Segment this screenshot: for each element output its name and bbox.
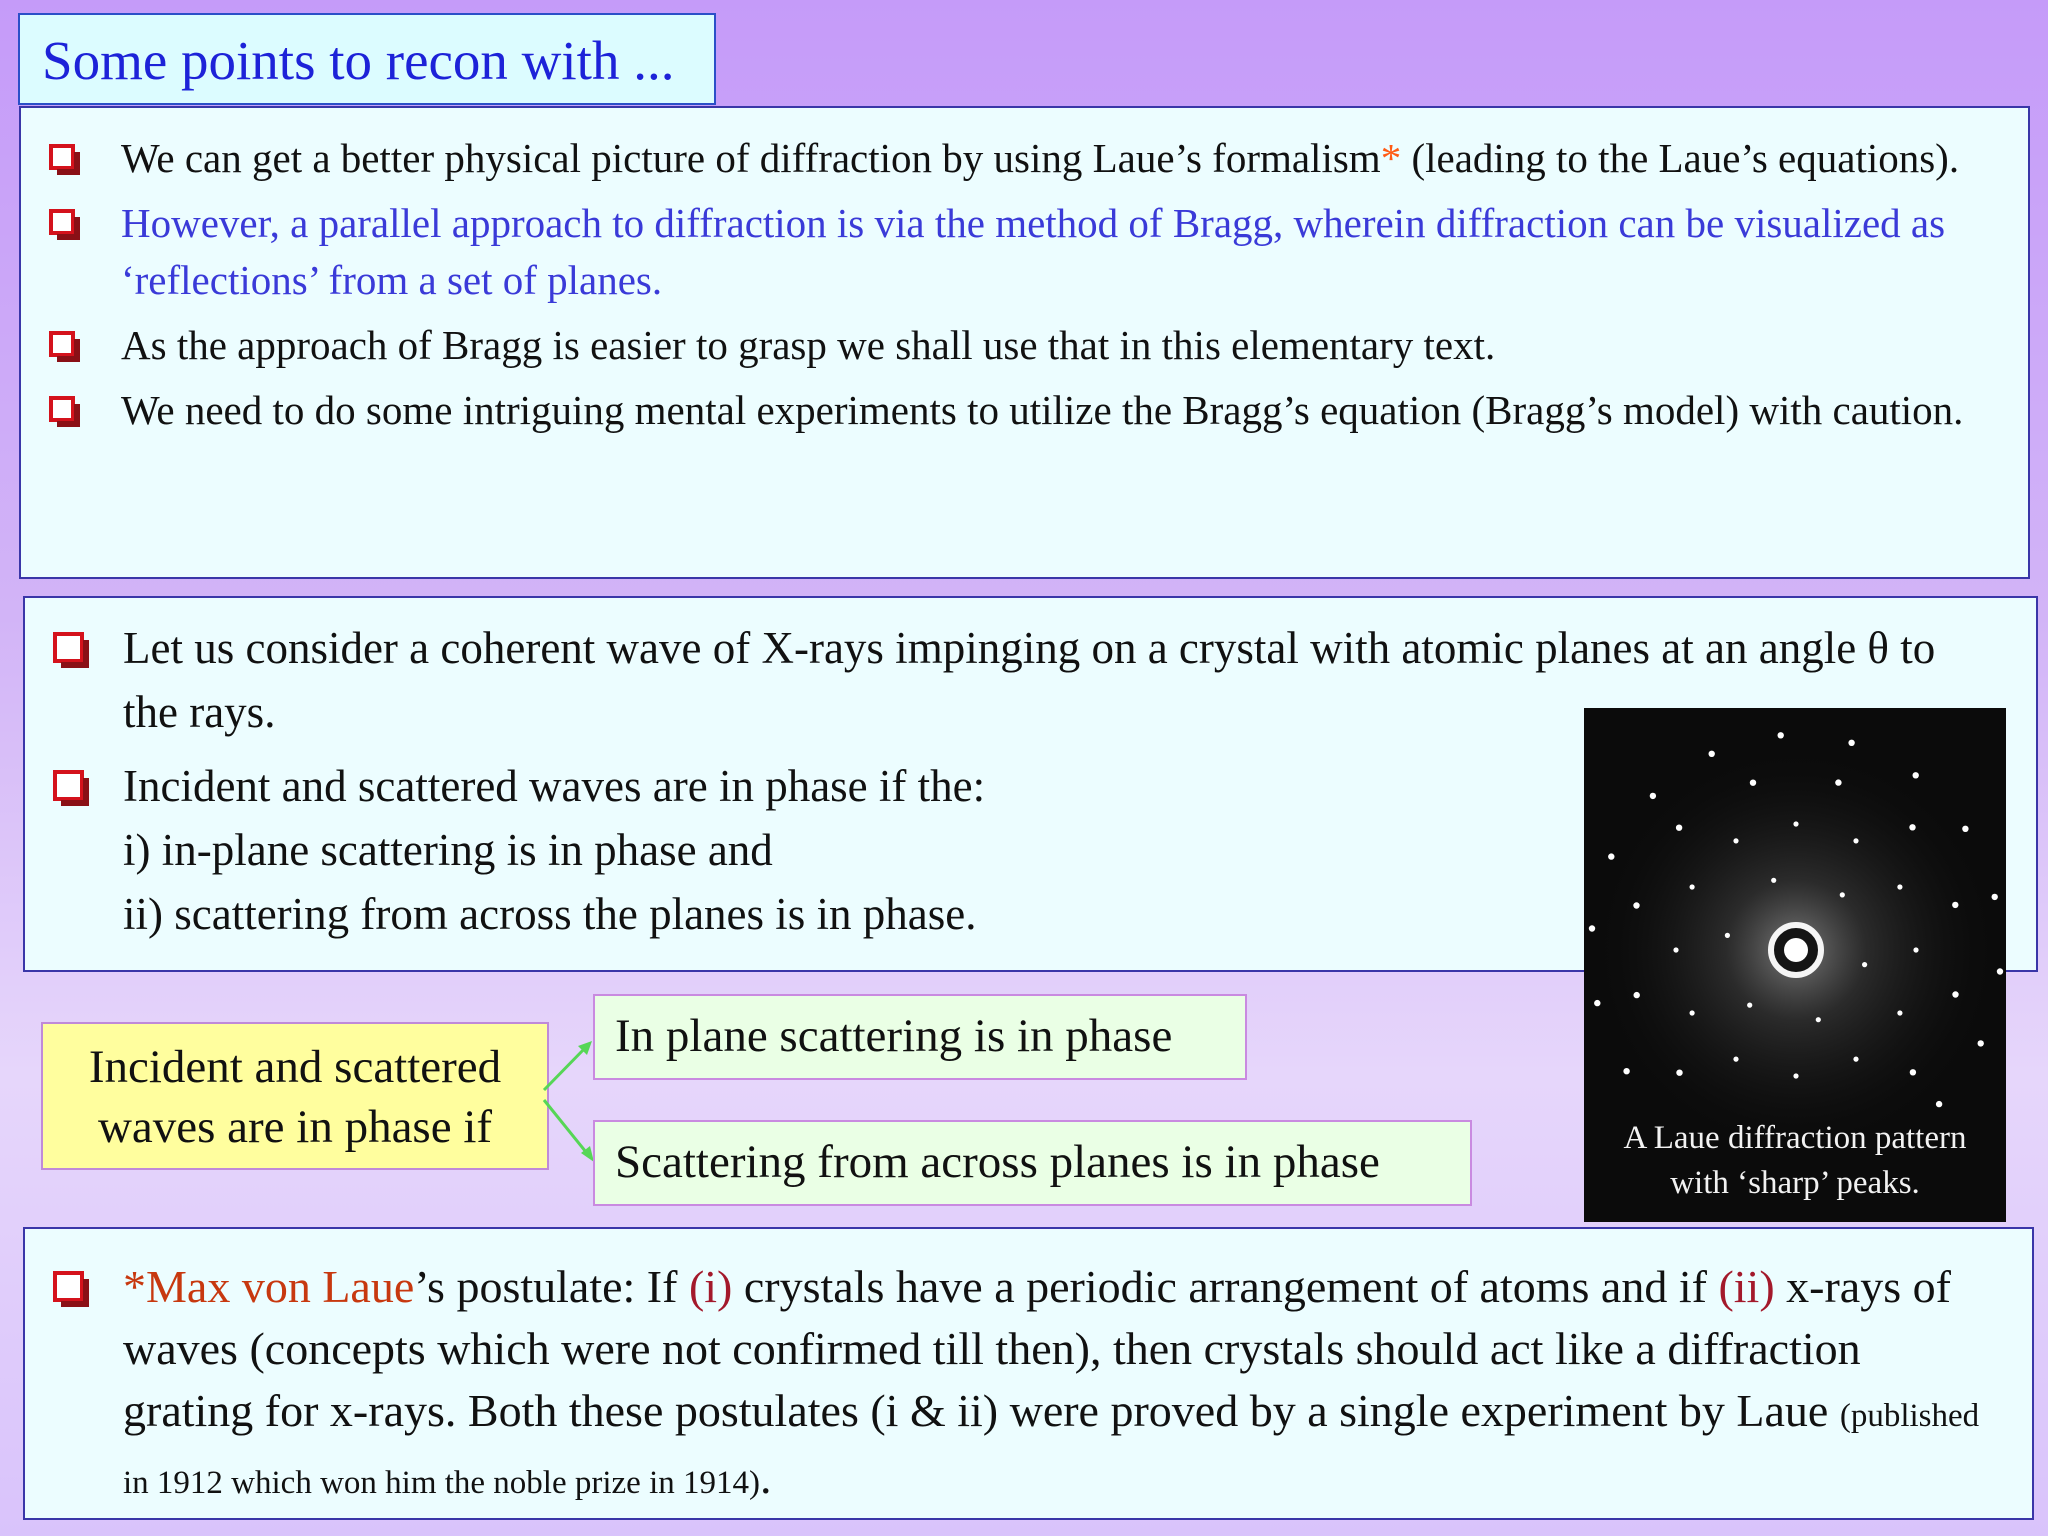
laue-name: *Max von Laue bbox=[123, 1261, 415, 1312]
point-laue-text-cont: (leading to the Laue’s equations). bbox=[1401, 135, 1960, 181]
list-item bbox=[21, 382, 1988, 439]
laue-spot bbox=[1952, 991, 1958, 997]
laue-spot bbox=[1690, 884, 1695, 889]
laue-spot bbox=[1650, 793, 1656, 799]
laue-spot bbox=[1897, 1010, 1902, 1015]
laue-spot bbox=[1771, 878, 1776, 883]
laue-spot bbox=[1690, 1010, 1695, 1015]
laue-spot bbox=[1778, 732, 1784, 738]
laue-spot bbox=[1608, 853, 1614, 859]
branch-arrows bbox=[540, 1020, 600, 1180]
point-laue-text: We can get a better physical picture of diffraction by using Laue’s formalism bbox=[121, 135, 1381, 181]
laue-spot bbox=[1676, 825, 1682, 831]
laue-spot bbox=[1673, 947, 1678, 952]
phase-condition-box bbox=[41, 1022, 549, 1170]
list-item bbox=[21, 130, 1988, 187]
checkbox-bullet-icon bbox=[53, 632, 84, 663]
laue-spot bbox=[1848, 740, 1854, 746]
postulate-i: (i) bbox=[688, 1261, 733, 1312]
laue-spot bbox=[1747, 1003, 1752, 1008]
laue-spot bbox=[1634, 992, 1640, 998]
postulate-ii: (ii) bbox=[1718, 1261, 1775, 1312]
laue-spot bbox=[1840, 892, 1845, 897]
in-phase-condition-ii: ii) scattering from across the planes is in phase. bbox=[123, 889, 977, 939]
laue-spot bbox=[1897, 884, 1902, 889]
checkbox-bullet-icon bbox=[49, 396, 75, 422]
laue-spot bbox=[1997, 968, 2003, 974]
list-item bbox=[25, 1229, 2032, 1514]
laue-spot bbox=[1793, 821, 1798, 826]
laue-spot bbox=[1910, 1069, 1916, 1075]
arrow-up-line bbox=[544, 1045, 588, 1090]
laue-spot bbox=[1733, 838, 1738, 843]
laue-spot bbox=[1835, 779, 1841, 785]
in-phase-condition-i: i) in-plane scattering is in phase and bbox=[123, 825, 773, 875]
laue-spot bbox=[1633, 902, 1639, 908]
laue-spot bbox=[1909, 824, 1915, 830]
laue-caption-line1: A Laue diffraction pattern bbox=[1623, 1120, 1967, 1156]
laue-caption-line2: with ‘sharp’ peaks. bbox=[1670, 1165, 1920, 1201]
postulate-text-3: x-rays of waves (concepts which were not confirmed till then), then crystals should act like a diffraction grating for x-rays. Both these postulates (i & ii) were proved by a single experiment by Laue bbox=[123, 1261, 1951, 1436]
slide-title: Some points to recon with ... bbox=[18, 13, 716, 105]
checkbox-bullet-icon bbox=[49, 144, 75, 170]
laue-spot bbox=[1913, 947, 1918, 952]
laue-spot bbox=[1862, 962, 1867, 967]
laue-spot bbox=[1589, 925, 1595, 931]
laue-spot bbox=[1623, 1068, 1629, 1074]
publication-note: (published in 1912 which won him the noble prize in 1914) bbox=[123, 1398, 1980, 1501]
postulate-end: . bbox=[759, 1452, 772, 1503]
laue-postulate-box bbox=[23, 1227, 2034, 1520]
phase-condition-line2: waves are in phase if bbox=[97, 1101, 493, 1153]
phase-condition-line1: Incident and scattered bbox=[88, 1041, 502, 1093]
across-planes-box: Scattering from across planes is in phase bbox=[593, 1120, 1472, 1206]
checkbox-bullet-icon bbox=[49, 209, 75, 235]
laue-spot bbox=[1725, 933, 1730, 938]
postulate-text-2: crystals have a periodic arrangement of atoms and if bbox=[732, 1261, 1719, 1312]
in-plane-box: In plane scattering is in phase bbox=[593, 994, 1247, 1080]
laue-spot bbox=[1793, 1073, 1798, 1078]
arrow-down-line bbox=[544, 1100, 590, 1157]
checkbox-bullet-icon bbox=[53, 1271, 84, 1302]
laue-spot bbox=[1709, 751, 1715, 757]
checkbox-bullet-icon bbox=[49, 331, 75, 357]
laue-spot bbox=[1992, 894, 1998, 900]
laue-spot bbox=[1853, 838, 1858, 843]
point-caution-text: We need to do some intriguing mental experiments to utilize the Bragg’s equation (Bragg’s model) with caution. bbox=[121, 387, 1964, 433]
laue-caption bbox=[1584, 1116, 2006, 1206]
laue-spot bbox=[1913, 772, 1919, 778]
laue-spot bbox=[1676, 1070, 1682, 1076]
in-phase-condition-text: Incident and scattered waves are in phase if the: bbox=[123, 761, 986, 811]
laue-spot bbox=[1750, 780, 1756, 786]
checkbox-bullet-icon bbox=[53, 770, 84, 801]
points-box bbox=[19, 106, 2030, 579]
footnote-star: * bbox=[1380, 135, 1402, 181]
laue-spot bbox=[1853, 1057, 1858, 1062]
point-bragg-text: However, a parallel approach to diffraction is via the method of Bragg, wherein diffraction can be visualized as ‘reflections’ from a set of planes. bbox=[121, 200, 1946, 303]
laue-pattern-image bbox=[1584, 708, 2006, 1222]
laue-spot bbox=[1733, 1057, 1738, 1062]
laue-spot bbox=[1952, 902, 1958, 908]
postulate-text-1: ’s postulate: If bbox=[414, 1261, 689, 1312]
laue-spot bbox=[1962, 826, 1968, 832]
coherent-wave-text: Let us consider a coherent wave of X-rays impinging on a crystal with atomic planes at an angle θ to the rays. bbox=[123, 623, 1936, 737]
laue-spot bbox=[1978, 1040, 1984, 1046]
laue-spot bbox=[1594, 1000, 1600, 1006]
laue-spot bbox=[1936, 1101, 1942, 1107]
list-item bbox=[21, 195, 1988, 309]
point-easier-text: As the approach of Bragg is easier to grasp we shall use that in this elementary text. bbox=[121, 322, 1496, 368]
list-item bbox=[21, 317, 1988, 374]
points-list bbox=[21, 108, 2028, 439]
laue-spot bbox=[1816, 1017, 1821, 1022]
